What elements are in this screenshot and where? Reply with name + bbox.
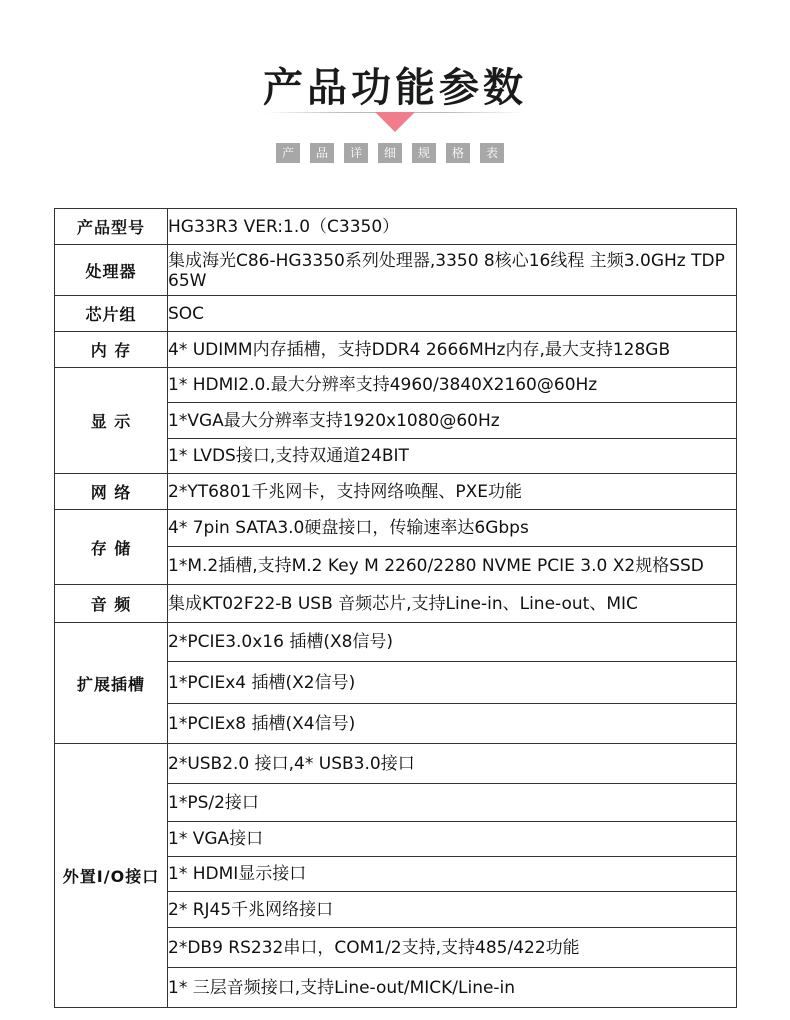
row-value: 2*YT6801千兆网卡，支持网络唤醒、PXE功能 bbox=[168, 474, 737, 510]
row-label: 外置I/O接口 bbox=[55, 744, 168, 1008]
row-value: 1*VGA最大分辨率支持1920x1080@60Hz bbox=[168, 403, 737, 439]
spec-row-chipset bbox=[55, 296, 737, 332]
row-label: 处理器 bbox=[55, 245, 168, 296]
spec-row-model bbox=[55, 209, 737, 245]
row-value: 2*PCIE3.0x16 插槽(X8信号) bbox=[168, 623, 737, 662]
row-value: 1* LVDS接口,支持双通道24BIT bbox=[168, 439, 737, 474]
row-value: 集成海光C86-HG3350系列处理器,3350 8核心16线程 主频3.0GHz TDP 65W bbox=[168, 245, 737, 296]
row-value: 2*DB9 RS232串口，COM1/2支持,支持485/422功能 bbox=[168, 928, 737, 968]
row-value: 4* 7pin SATA3.0硬盘接口，传输速率达6Gbps bbox=[168, 510, 737, 547]
spec-row-network bbox=[55, 474, 737, 510]
subtitle-char: 表 bbox=[480, 143, 504, 163]
subtitle-char: 详 bbox=[344, 143, 368, 163]
subtitle-char: 品 bbox=[310, 143, 334, 163]
row-label: 音 频 bbox=[55, 585, 168, 623]
row-label: 芯片组 bbox=[55, 296, 168, 332]
spec-row-expansion bbox=[55, 623, 737, 662]
row-value: 1* HDMI显示接口 bbox=[168, 857, 737, 892]
subtitle-char: 规 bbox=[412, 143, 436, 163]
row-value: 1* HDMI2.0.最大分辨率支持4960/3840X2160@60Hz bbox=[168, 368, 737, 403]
spec-row-cpu bbox=[55, 245, 737, 296]
row-value: 1*PCIEx4 插槽(X2信号) bbox=[168, 662, 737, 704]
subtitle-badges bbox=[276, 143, 504, 163]
row-value: SOC bbox=[168, 296, 737, 332]
page-title: 产品功能参数 bbox=[263, 65, 527, 111]
row-value: 1* VGA接口 bbox=[168, 822, 737, 857]
spec-row-io bbox=[55, 744, 737, 784]
spec-row-memory bbox=[55, 332, 737, 368]
row-label: 显 示 bbox=[55, 368, 168, 474]
subtitle-char: 产 bbox=[276, 143, 300, 163]
row-value: HG33R3 VER:1.0（C3350） bbox=[168, 209, 737, 245]
row-value: 4* UDIMM内存插槽，支持DDR4 2666MHz内存,最大支持128GB bbox=[168, 332, 737, 368]
subtitle-char: 格 bbox=[446, 143, 470, 163]
row-label: 产品型号 bbox=[55, 209, 168, 245]
spec-row-display bbox=[55, 368, 737, 403]
row-value: 1*M.2插槽,支持M.2 Key M 2260/2280 NVME PCIE 3.0 X2规格SSD bbox=[168, 547, 737, 585]
row-value: 2* RJ45千兆网络接口 bbox=[168, 892, 737, 928]
row-value: 集成KT02F22-B USB 音频芯片,支持Line-in、Line-out、MIC bbox=[168, 585, 737, 623]
row-label: 网 络 bbox=[55, 474, 168, 510]
subtitle-char: 细 bbox=[378, 143, 402, 163]
row-label: 存 储 bbox=[55, 510, 168, 585]
row-label: 扩展插槽 bbox=[55, 623, 168, 744]
row-value: 1*PCIEx8 插槽(X4信号) bbox=[168, 704, 737, 744]
spec-row-storage bbox=[55, 510, 737, 547]
title-triangle-icon bbox=[375, 112, 415, 132]
row-value: 1* 三层音频接口,支持Line-out/MICK/Line-in bbox=[168, 968, 737, 1008]
row-value: 1*PS/2接口 bbox=[168, 784, 737, 822]
spec-table bbox=[54, 208, 737, 1008]
row-label: 内 存 bbox=[55, 332, 168, 368]
row-value: 2*USB2.0 接口,4* USB3.0接口 bbox=[168, 744, 737, 784]
spec-row-audio bbox=[55, 585, 737, 623]
